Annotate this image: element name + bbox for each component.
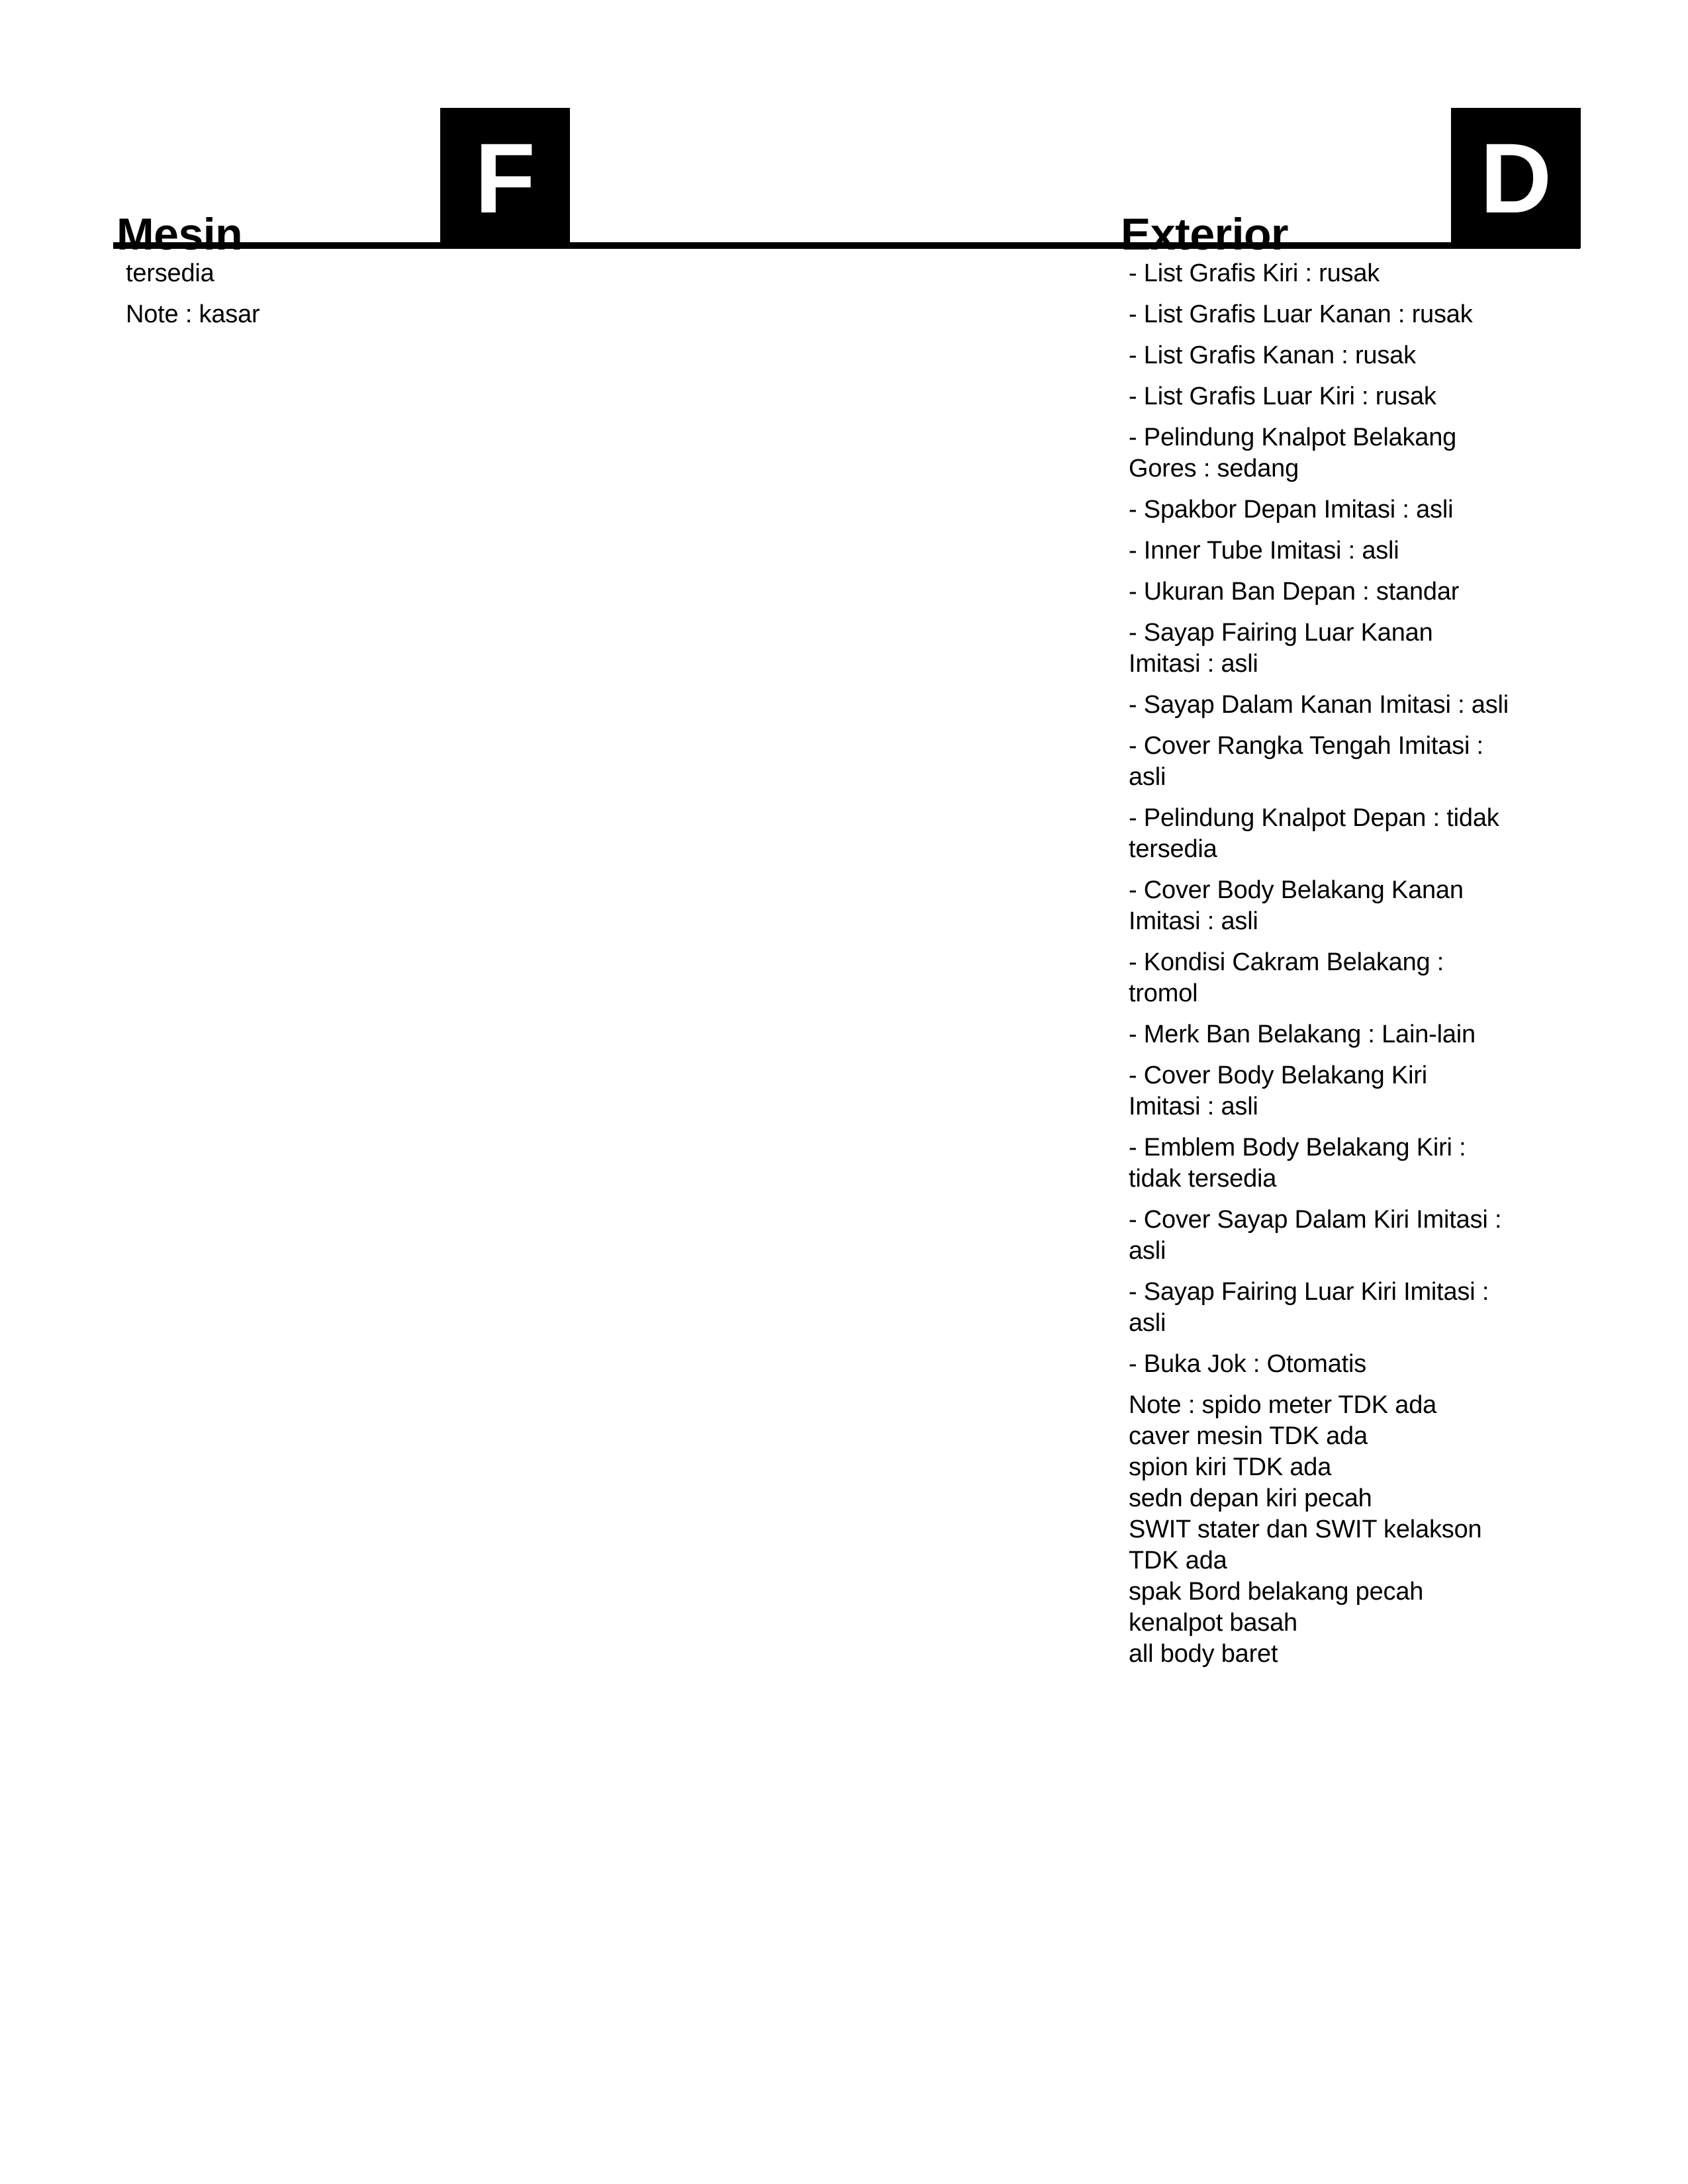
text-line: asli xyxy=(1129,763,1166,791)
text-line: - List Grafis Kiri : rusak xyxy=(1129,259,1380,287)
text-line: asli xyxy=(1129,1237,1166,1265)
text-line: - Sayap Dalam Kanan Imitasi : asli xyxy=(1129,691,1509,719)
text-line: Gores : sedang xyxy=(1129,455,1299,482)
text-line: Imitasi : asli xyxy=(1129,650,1258,678)
text-line: - Cover Sayap Dalam Kiri Imitasi : xyxy=(1129,1206,1502,1234)
section-title-exterior: Exterior xyxy=(1121,208,1288,259)
text-line: - Cover Body Belakang Kiri xyxy=(1129,1062,1428,1089)
list-item xyxy=(1129,690,1592,721)
text-line: - Sayap Fairing Luar Kiri Imitasi : xyxy=(1129,1278,1489,1306)
text-line: - Cover Rangka Tengah Imitasi : xyxy=(1129,732,1483,760)
list-item xyxy=(1129,381,1592,412)
text-line: - Kondisi Cakram Belakang : xyxy=(1129,948,1444,976)
section-title-mesin: Mesin xyxy=(117,208,243,259)
list-item xyxy=(1129,1349,1592,1380)
text-line: kenalpot basah xyxy=(1129,1609,1297,1637)
text-line: - Sayap Fairing Luar Kanan xyxy=(1129,619,1433,647)
text-line: Note : kasar xyxy=(126,300,260,328)
text-line: asli xyxy=(1129,1309,1166,1337)
list-item xyxy=(1129,803,1592,865)
text-line: Imitasi : asli xyxy=(1129,907,1258,935)
text-line: tersedia xyxy=(1129,835,1217,863)
text-line: - Inner Tube Imitasi : asli xyxy=(1129,537,1399,565)
text-line: SWIT stater dan SWIT kelakson xyxy=(1129,1516,1482,1543)
grade-badge-exterior: D xyxy=(1451,108,1581,248)
note-block xyxy=(1129,1390,1592,1670)
text-line: - List Grafis Kanan : rusak xyxy=(1129,341,1416,369)
list-item xyxy=(1129,1060,1592,1122)
text-line: tromol xyxy=(1129,979,1198,1007)
text-line: - Spakbor Depan Imitasi : asli xyxy=(1129,496,1454,523)
text-line: caver mesin TDK ada xyxy=(1129,1422,1368,1450)
text-line: tersedia xyxy=(126,259,214,287)
list-item xyxy=(1129,258,1592,289)
text-line: TDK ada xyxy=(1129,1547,1227,1574)
text-line: tidak tersedia xyxy=(1129,1165,1277,1193)
list-item xyxy=(1129,1132,1592,1195)
text-line: - Merk Ban Belakang : Lain-lain xyxy=(1129,1021,1476,1048)
mesin-note-line xyxy=(126,299,722,330)
list-item xyxy=(1129,617,1592,680)
list-item xyxy=(1129,731,1592,793)
header-underline xyxy=(113,242,1580,249)
list-item xyxy=(1129,422,1592,484)
list-item xyxy=(1129,1277,1592,1339)
mesin-note-line xyxy=(126,258,722,289)
text-line: - Pelindung Knalpot Depan : tidak xyxy=(1129,804,1499,832)
list-item xyxy=(1129,1019,1592,1050)
text-line: - Cover Body Belakang Kanan xyxy=(1129,876,1464,904)
text-line: spion kiri TDK ada xyxy=(1129,1453,1332,1481)
text-line: Note : spido meter TDK ada xyxy=(1129,1391,1437,1419)
text-line: all body baret xyxy=(1129,1640,1278,1668)
text-line: - Emblem Body Belakang Kiri : xyxy=(1129,1134,1466,1161)
list-item xyxy=(1129,576,1592,608)
list-item xyxy=(1129,875,1592,937)
text-line: - Ukuran Ban Depan : standar xyxy=(1129,578,1460,606)
text-line: spak Bord belakang pecah xyxy=(1129,1578,1424,1606)
text-line: Imitasi : asli xyxy=(1129,1093,1258,1120)
list-item xyxy=(1129,1205,1592,1267)
list-item xyxy=(1129,299,1592,330)
mesin-content xyxy=(126,258,722,340)
text-line: - List Grafis Luar Kiri : rusak xyxy=(1129,383,1436,410)
list-item xyxy=(1129,340,1592,371)
text-line: - Pelindung Knalpot Belakang xyxy=(1129,424,1457,451)
list-item xyxy=(1129,494,1592,525)
exterior-content xyxy=(1129,258,1592,1680)
grade-badge-mesin: F xyxy=(440,108,570,248)
list-item xyxy=(1129,535,1592,567)
text-line: - List Grafis Luar Kanan : rusak xyxy=(1129,300,1473,328)
text-line: sedn depan kiri pecah xyxy=(1129,1484,1372,1512)
text-line: - Buka Jok : Otomatis xyxy=(1129,1350,1367,1378)
list-item xyxy=(1129,947,1592,1009)
